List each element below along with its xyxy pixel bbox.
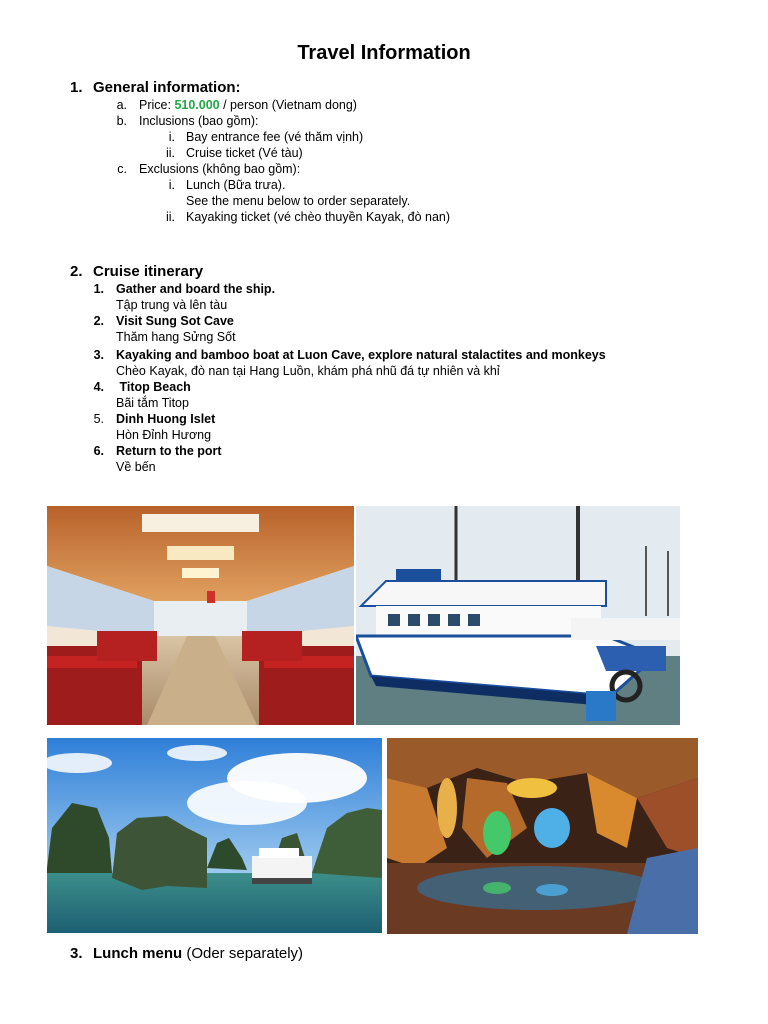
dining-room-illustration xyxy=(47,506,354,725)
step-vietnamese: Bãi tắm Titop xyxy=(116,396,189,410)
list-marker: i. xyxy=(168,130,175,144)
bay-islands-illustration xyxy=(47,738,382,933)
step-vietnamese: Thăm hang Sửng Sốt xyxy=(116,330,236,344)
step-title: Visit Sung Sot Cave xyxy=(116,314,234,328)
ship-dock-illustration xyxy=(356,506,680,725)
step-title: Titop Beach xyxy=(116,380,191,394)
cruise-ship-at-dock-photo xyxy=(356,506,680,725)
step-title: Kayaking and bamboo boat at Luon Cave, explore natural stalactites and monkeys xyxy=(116,348,606,362)
section-title: Lunch menu xyxy=(93,945,183,962)
section-general-heading xyxy=(70,79,241,96)
list-marker: ii. xyxy=(165,210,175,224)
list-marker: b. xyxy=(116,114,127,128)
cave-illustration xyxy=(387,738,698,934)
lunch-note: (Oder separately) xyxy=(182,945,304,962)
step-vietnamese: Tập trung và lên tàu xyxy=(116,298,228,312)
step-number: 4. xyxy=(93,380,104,394)
page-title: Travel Information xyxy=(297,42,471,64)
step-number: 2. xyxy=(93,314,104,328)
list-marker: c. xyxy=(117,162,127,176)
step-number: 1. xyxy=(93,282,104,296)
list-marker: i. xyxy=(168,178,175,192)
cruise-dining-room-photo xyxy=(47,506,354,725)
section-number: 1. xyxy=(70,79,83,96)
section-title: General information: xyxy=(93,79,241,96)
step-vietnamese: Về bến xyxy=(116,460,156,474)
halong-bay-islands-photo xyxy=(47,738,382,933)
step-number: 5. xyxy=(93,412,104,426)
exclusions-label: Exclusions (không bao gồm): xyxy=(139,162,301,176)
price-line xyxy=(139,98,357,112)
section-itinerary-heading xyxy=(70,263,203,280)
list-marker: a. xyxy=(116,98,127,112)
price-currency: / person (Vietnam dong) xyxy=(219,98,357,112)
section-number: 2. xyxy=(70,263,83,280)
section-title: Cruise itinerary xyxy=(93,263,204,280)
inclusion-item: Cruise ticket (Vé tàu) xyxy=(186,146,303,160)
step-title: Return to the port xyxy=(116,444,222,458)
section-number: 3. xyxy=(70,945,83,962)
exclusion-item: Lunch (Bữa trưa). xyxy=(186,178,286,192)
step-title: Dinh Huong Islet xyxy=(116,412,216,426)
step-vietnamese: Hòn Đỉnh Hương xyxy=(116,428,212,442)
inclusion-item: Bay entrance fee (vé thăm vịnh) xyxy=(186,130,364,144)
price-label: Price: xyxy=(139,98,175,112)
price-value: 510.000 xyxy=(174,98,220,112)
step-title: Gather and board the ship. xyxy=(116,282,276,296)
step-number: 3. xyxy=(93,348,104,362)
list-marker: ii. xyxy=(165,146,175,160)
exclusion-note: See the menu below to order separately. xyxy=(186,194,411,208)
section-lunch-heading xyxy=(70,945,303,962)
inclusions-label: Inclusions (bao gồm): xyxy=(139,114,259,128)
step-vietnamese: Chèo Kayak, đò nan tại Hang Luồn, khám phá nhũ đá tự nhiên và khỉ xyxy=(116,364,500,378)
illuminated-cave-photo xyxy=(387,738,698,934)
exclusion-item: Kayaking ticket (vé chèo thuyền Kayak, đò nan) xyxy=(186,210,451,224)
step-number: 6. xyxy=(93,444,104,458)
